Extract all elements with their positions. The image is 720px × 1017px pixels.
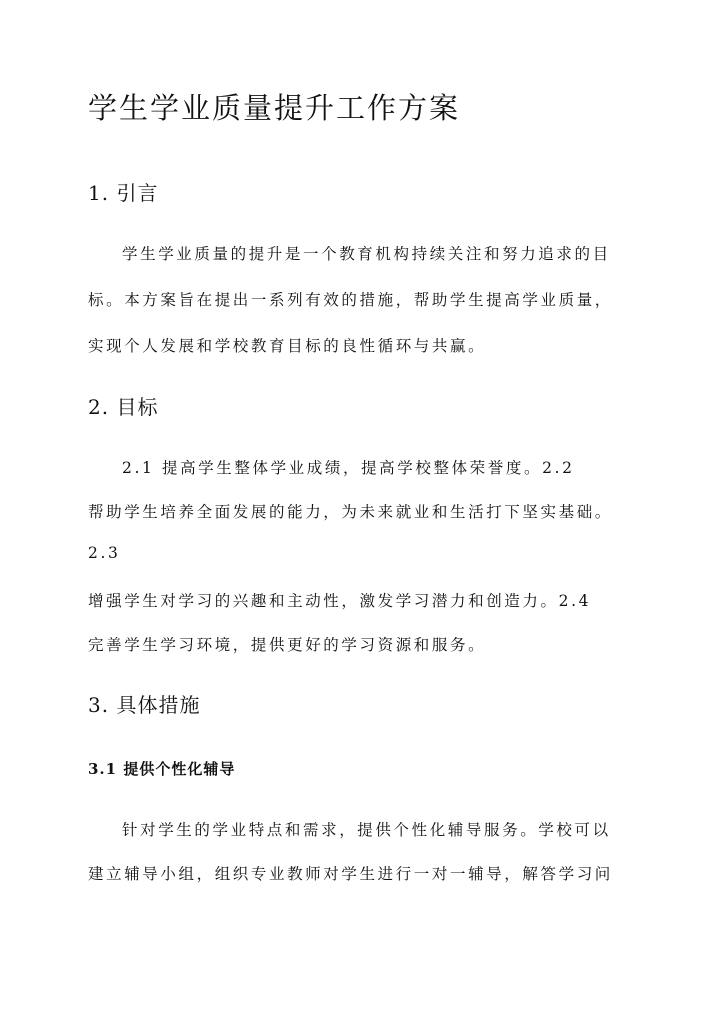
paragraph-line: 建立辅导小组，组织专业教师对学生进行一对一辅导，解答学习问: [88, 865, 613, 883]
paragraph-line: 完善学生学习环境，提供更好的学习资源和服务。: [88, 636, 487, 654]
subsection-heading: 3.1 提供个性化辅导: [88, 760, 236, 778]
paragraph-line: 标。本方案旨在提出一系列有效的措施，帮助学生提高学业质量，: [88, 291, 613, 309]
paragraph-line: 学生学业质量的提升是一个教育机构持续关注和努力追求的目: [122, 245, 611, 263]
paragraph-line: 实现个人发展和学校教育目标的良性循环与共赢。: [88, 337, 487, 355]
paragraph-line: 帮助学生培养全面发展的能力，为未来就业和生活打下坚实基础。: [88, 503, 613, 521]
paragraph-line: 2.3: [88, 544, 121, 562]
section-heading-measures: 3. 具体措施: [88, 693, 201, 717]
section-heading-intro: 1. 引言: [88, 181, 159, 205]
paragraph-line: 针对学生的学业特点和需求，提供个性化辅导服务。学校可以: [122, 821, 611, 839]
paragraph-line: 2.1 提高学生整体学业成绩，提高学校整体荣誉度。2.2: [122, 459, 575, 477]
document-title: 学生学业质量提升工作方案: [88, 91, 461, 125]
paragraph-line: 增强学生对学习的兴趣和主动性，激发学习潜力和创造力。2.4: [88, 592, 592, 610]
section-heading-goals: 2. 目标: [88, 395, 159, 419]
